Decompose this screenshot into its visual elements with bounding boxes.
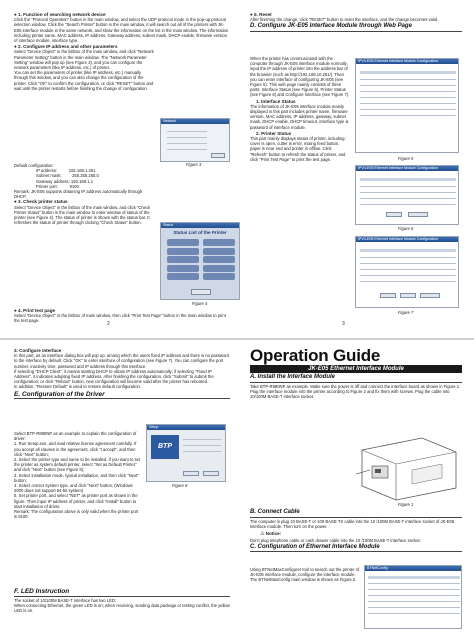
section-body: Select "Device Object" in the listbox of the main window, and click "Check Printer Status" button in the main window to enter window of status of the printer (see Figure 4). The status of printer is shown with the status bar. It refreshes the status of printer through clicking "Check Status" button.	[14, 204, 151, 226]
ethernet-config-text	[250, 567, 360, 583]
table-row	[360, 85, 456, 86]
table-row	[368, 601, 460, 602]
figure-3-network-settings-window	[160, 118, 230, 162]
section-body: Click the "Protocol Operation" button in the main window, and select the UDP protocol mode in the pop-up protocol selection window. Click the "Search Printer" button in the main window, it will search out all of the printers with JK-E05 interface module in the same network, and show the information on the list in the main window. The information including printer name, MAC address, IP address, Gateway address, subnet mask, DHCP enable, firmware version of interface module, interface type.	[14, 17, 229, 44]
page-number: 2	[107, 321, 110, 327]
table-row	[360, 91, 456, 92]
status-item	[203, 273, 235, 280]
window-titlebar: Setup	[147, 425, 225, 430]
section-title: ● 5. Reset	[250, 12, 272, 17]
section-body: Select "Device Object" in the listbox of main window, then click "Print Test Page" button in the main window to print the test page.	[14, 313, 226, 324]
section-title: 2. Printer Status	[256, 130, 292, 136]
restore-default-button[interactable]	[420, 293, 440, 298]
section-body: Using BTNetMaxConfigurer tool to search out the printer of JK-E05 interface module, configure the interface module. The BTNetMaxConfig main window is shown as Figure 2.	[250, 567, 360, 583]
table-row	[360, 263, 456, 264]
table-row	[360, 115, 456, 116]
figure-8-driver-setup-window	[146, 424, 226, 482]
figure-4-caption: Figure 4	[192, 301, 208, 306]
notice-label: Notice:	[265, 531, 282, 537]
print-test-page-button[interactable]	[408, 212, 428, 217]
table-row	[360, 186, 456, 187]
section-body: After finishing the change, click "RESET" button to reset the interface, and the change becomes valid.	[250, 17, 439, 23]
table-row	[368, 613, 460, 614]
window-titlebar: BTNetConfig	[365, 566, 461, 571]
heading-f: F. LED Instruction	[14, 588, 230, 597]
table-row	[360, 269, 456, 270]
figure-7-caption: Figure 7	[398, 310, 414, 315]
brand-logo: BTP	[151, 435, 179, 459]
driver-config-text	[14, 431, 142, 519]
section-body: The socket of 10/100M BASE-T interface has two LED: When connecting Ethernet, the green LED is on; when receiving, sending data package or testing conflict, the yellow LED is on.	[14, 598, 230, 614]
mask-row: Subnet mask: 255.255.255.0	[36, 173, 99, 179]
section-body: This part mainly displays status of printer, including: cover is open, cutter is error, mixing feed button, paper is near end and printer is offline. Click "Refresh" button to refresh the status of printer, and click "Print Test Page" to print the test page.	[250, 136, 346, 162]
section-body: In this part, as an interface dialog box will pop up, among which the users fixed IP address and there is no password to the interface by default. Click "OK" to enter interface of configuration (see Figure 7). You can configure the port number, inactivity time, password and IP address through this interface. If selecting "DHCP Client", it means starting DHCP to obtain IP address automatically; if selecting "Fixed IP Address", it indicates adopting fixed IP address. After finishing the configuration, click "Submit" to submit the configuration; or click "Reboot" button, new configuration will become valid after the printer has rebooted. In addition, "Restore Default" is used to restore default configuration.	[14, 353, 230, 390]
gateway-row: Gateway address: 192.168.1.1	[36, 178, 94, 184]
status-list	[167, 239, 199, 282]
status-item	[167, 248, 199, 255]
section-title: 3. Configure Interface	[14, 348, 62, 353]
figure-8-caption: Figure 8	[172, 483, 188, 488]
option-line	[183, 445, 221, 446]
figure-4-status-window	[160, 222, 240, 300]
figure-1-caption: Figure 1	[398, 502, 414, 507]
option-line	[183, 439, 221, 440]
submit-button[interactable]	[380, 293, 396, 298]
next-button[interactable]	[183, 471, 199, 476]
section-body: Select "Device Object" in the listbox of the main window, and click "Network Parameter Setting" button in the main window. The "Network Parameter Setting" window will pop up (see Figure 3), and you can configure the network parameters (like IP address, etc.) of printer. You can set the parameters of printer (like IP address, etc.) manually through this window, and you can also change the configuration of the printer. Click "OK" to confirm the configuration, or click "RESET" button and wait until the printer restarts before finishing the change of configuration.	[14, 49, 154, 91]
figure-5-caption: Figure 5	[398, 156, 414, 161]
figure-5-web-interface-status	[355, 58, 459, 153]
notice-body: Don't plug telephone cable or cash drawer cable into the 10 /100M BASE-T interface socket.	[250, 537, 421, 543]
section-title: ● 4. Print test page	[14, 308, 56, 313]
led-section	[14, 587, 230, 614]
module-banner: JK-E05 Ethernet Interface Module	[250, 365, 462, 373]
table-row	[368, 583, 460, 584]
status-item	[203, 256, 235, 263]
table-row	[360, 198, 456, 199]
table-row	[368, 607, 460, 608]
figure-6-web-printer-status	[355, 165, 459, 225]
status-item	[203, 248, 235, 255]
check-status-button[interactable]	[191, 289, 211, 295]
section-body: Select BTP-R880NP as an example to explain the configuration of driver: 1. Run Setup.exe, and read relative license agreement carefully. If you accept all clauses in the agreement, click "I accept", and then click "Next" button; 2. Select the printer type and name to be installed. If you want to set the printer as system default printer, select "Set as Default Printer" and click "Next" button (see Figure 8); 3. Select installation mode, typical installation, and then click "Next" button; 4. Select correct system type, and click "Next" button, (Windows 2000 does not support 64-bit system) 5. Set printer port, and select "NET" as printer port as shown in the figure. Then input IP address of printer, and click "Install" button to start installation of driver. Remark: The configuration above is only valid when the printer port is 9100.	[14, 431, 141, 520]
section-body: When the printer has communicated with the computer through JK-E05 interface module normally, input the IP address of printer into the address bar of the browser (such as http://192.168.10.251/). Then you can enter interface of configuring JK-E05 (see Figure 5). This web page mainly consists of three parts: Interface Status (see Figure 5), Printer Status (see Figure 6) and Configure Interface (see Figure 7).	[250, 56, 350, 98]
default-config	[14, 163, 154, 225]
figure-2-netconfig-main-window	[364, 565, 462, 629]
reboot-button[interactable]	[400, 293, 416, 298]
heading-e: E. Configuration of the Driver	[14, 391, 230, 400]
section-body: Take BTP-R880NP as example. Make sure the power is off and connect the interface board as shown in Figure 1. Plug the interface module into the printer according to Figure 2 and fix them with screws. Plug the cable into 10/100M BASE-T interface socket.	[250, 384, 461, 400]
field-line	[167, 143, 207, 144]
status-item	[203, 239, 235, 246]
heading-b: B. Connect Cable	[250, 509, 462, 518]
web-config-text	[250, 56, 350, 162]
window-titlebar: Status	[161, 223, 239, 228]
section-body: The computer is plug 10 BASE-T or 100 BASE-TX cable into the 10 /100M BASE-T interface socket of JK-E05 interface module. Then turn on the power.	[250, 519, 455, 530]
operation-guide-title: Operation Guide	[250, 346, 381, 365]
table-header	[360, 178, 456, 181]
status-item	[167, 273, 199, 280]
table-row	[360, 103, 456, 104]
ok-button[interactable]	[211, 153, 225, 158]
web-page-title: IPV4-E05 Ethernet Interface Module Configuration	[356, 237, 458, 242]
connect-cable-section	[250, 508, 462, 554]
table-row	[360, 192, 456, 193]
warning-icon: ⚠	[260, 531, 265, 538]
field-line	[167, 149, 207, 150]
table-row	[360, 275, 456, 276]
figure-7-web-configure-interface	[355, 236, 459, 308]
status-list	[203, 239, 235, 282]
table-row	[360, 79, 456, 80]
heading-c: C. Configuration of Ethernet Interface Module	[250, 544, 462, 553]
section-title: ● 1. Function of searching network device	[14, 12, 106, 17]
heading-a: A. Install the Interface Module	[250, 374, 462, 383]
status-item	[167, 239, 199, 246]
refresh-button[interactable]	[386, 212, 402, 217]
printer-drawing	[352, 430, 460, 502]
status-window-title: Status List of the Printer	[173, 230, 227, 235]
option-line	[183, 451, 221, 452]
field-line	[167, 131, 207, 132]
manual-page-bottom	[0, 340, 474, 632]
figure-3-caption: Figure 3	[186, 162, 202, 167]
table-row	[368, 589, 460, 590]
web-page-title: IPV4-E05 Ethernet Interface Module Configuration	[356, 166, 458, 171]
table-header	[368, 576, 460, 579]
web-page-title: IPV4-E05 Ethernet Interface Module Configuration	[356, 59, 458, 64]
table-row	[368, 595, 460, 596]
table-row	[360, 204, 456, 205]
port-row: Printer port: 9100	[36, 183, 79, 189]
left-column-bottom	[14, 348, 230, 401]
cancel-button[interactable]	[203, 471, 219, 476]
section-title: 1. Interface Status	[256, 98, 296, 104]
status-item	[167, 265, 199, 272]
section-title: ● 2. Configure IP address and other parameters	[14, 44, 118, 50]
table-header	[360, 249, 456, 252]
left-column-top	[14, 12, 230, 91]
right-column-bottom	[250, 346, 462, 400]
right-column-top	[250, 12, 462, 33]
figure-1-interface-board-illustration	[352, 430, 460, 502]
page-number: 3	[342, 321, 345, 327]
print-test-section	[14, 308, 230, 324]
table-row	[360, 109, 456, 110]
table-row	[360, 257, 456, 258]
ip-row: IP address: 192.168.1.251	[36, 168, 96, 174]
window-titlebar: Network	[161, 119, 229, 124]
defaults-label: Default configuration:	[14, 163, 54, 168]
table-header	[360, 71, 456, 74]
figure-6-caption: Figure 6	[398, 226, 414, 231]
status-item	[167, 256, 199, 263]
remark-text: Remark: JK-E05 supports obtaining IP address automatically through DHCP.	[14, 189, 143, 200]
status-item	[203, 265, 235, 272]
field-line	[167, 137, 207, 138]
section-body: The information of JK-E05 interface module mainly displayed in this part includes printer name, firmware version, MAC address, IP address, gateway, subnet mask, DHCP enable, DHCP timeout, interface type & password of interface module.	[250, 103, 349, 130]
section-title: ● 3. Check printer status	[14, 199, 68, 205]
table-row	[360, 97, 456, 98]
table-row	[360, 281, 456, 282]
heading-d: D. Configure JK-E05 Interface Module through Web Page	[250, 23, 462, 32]
